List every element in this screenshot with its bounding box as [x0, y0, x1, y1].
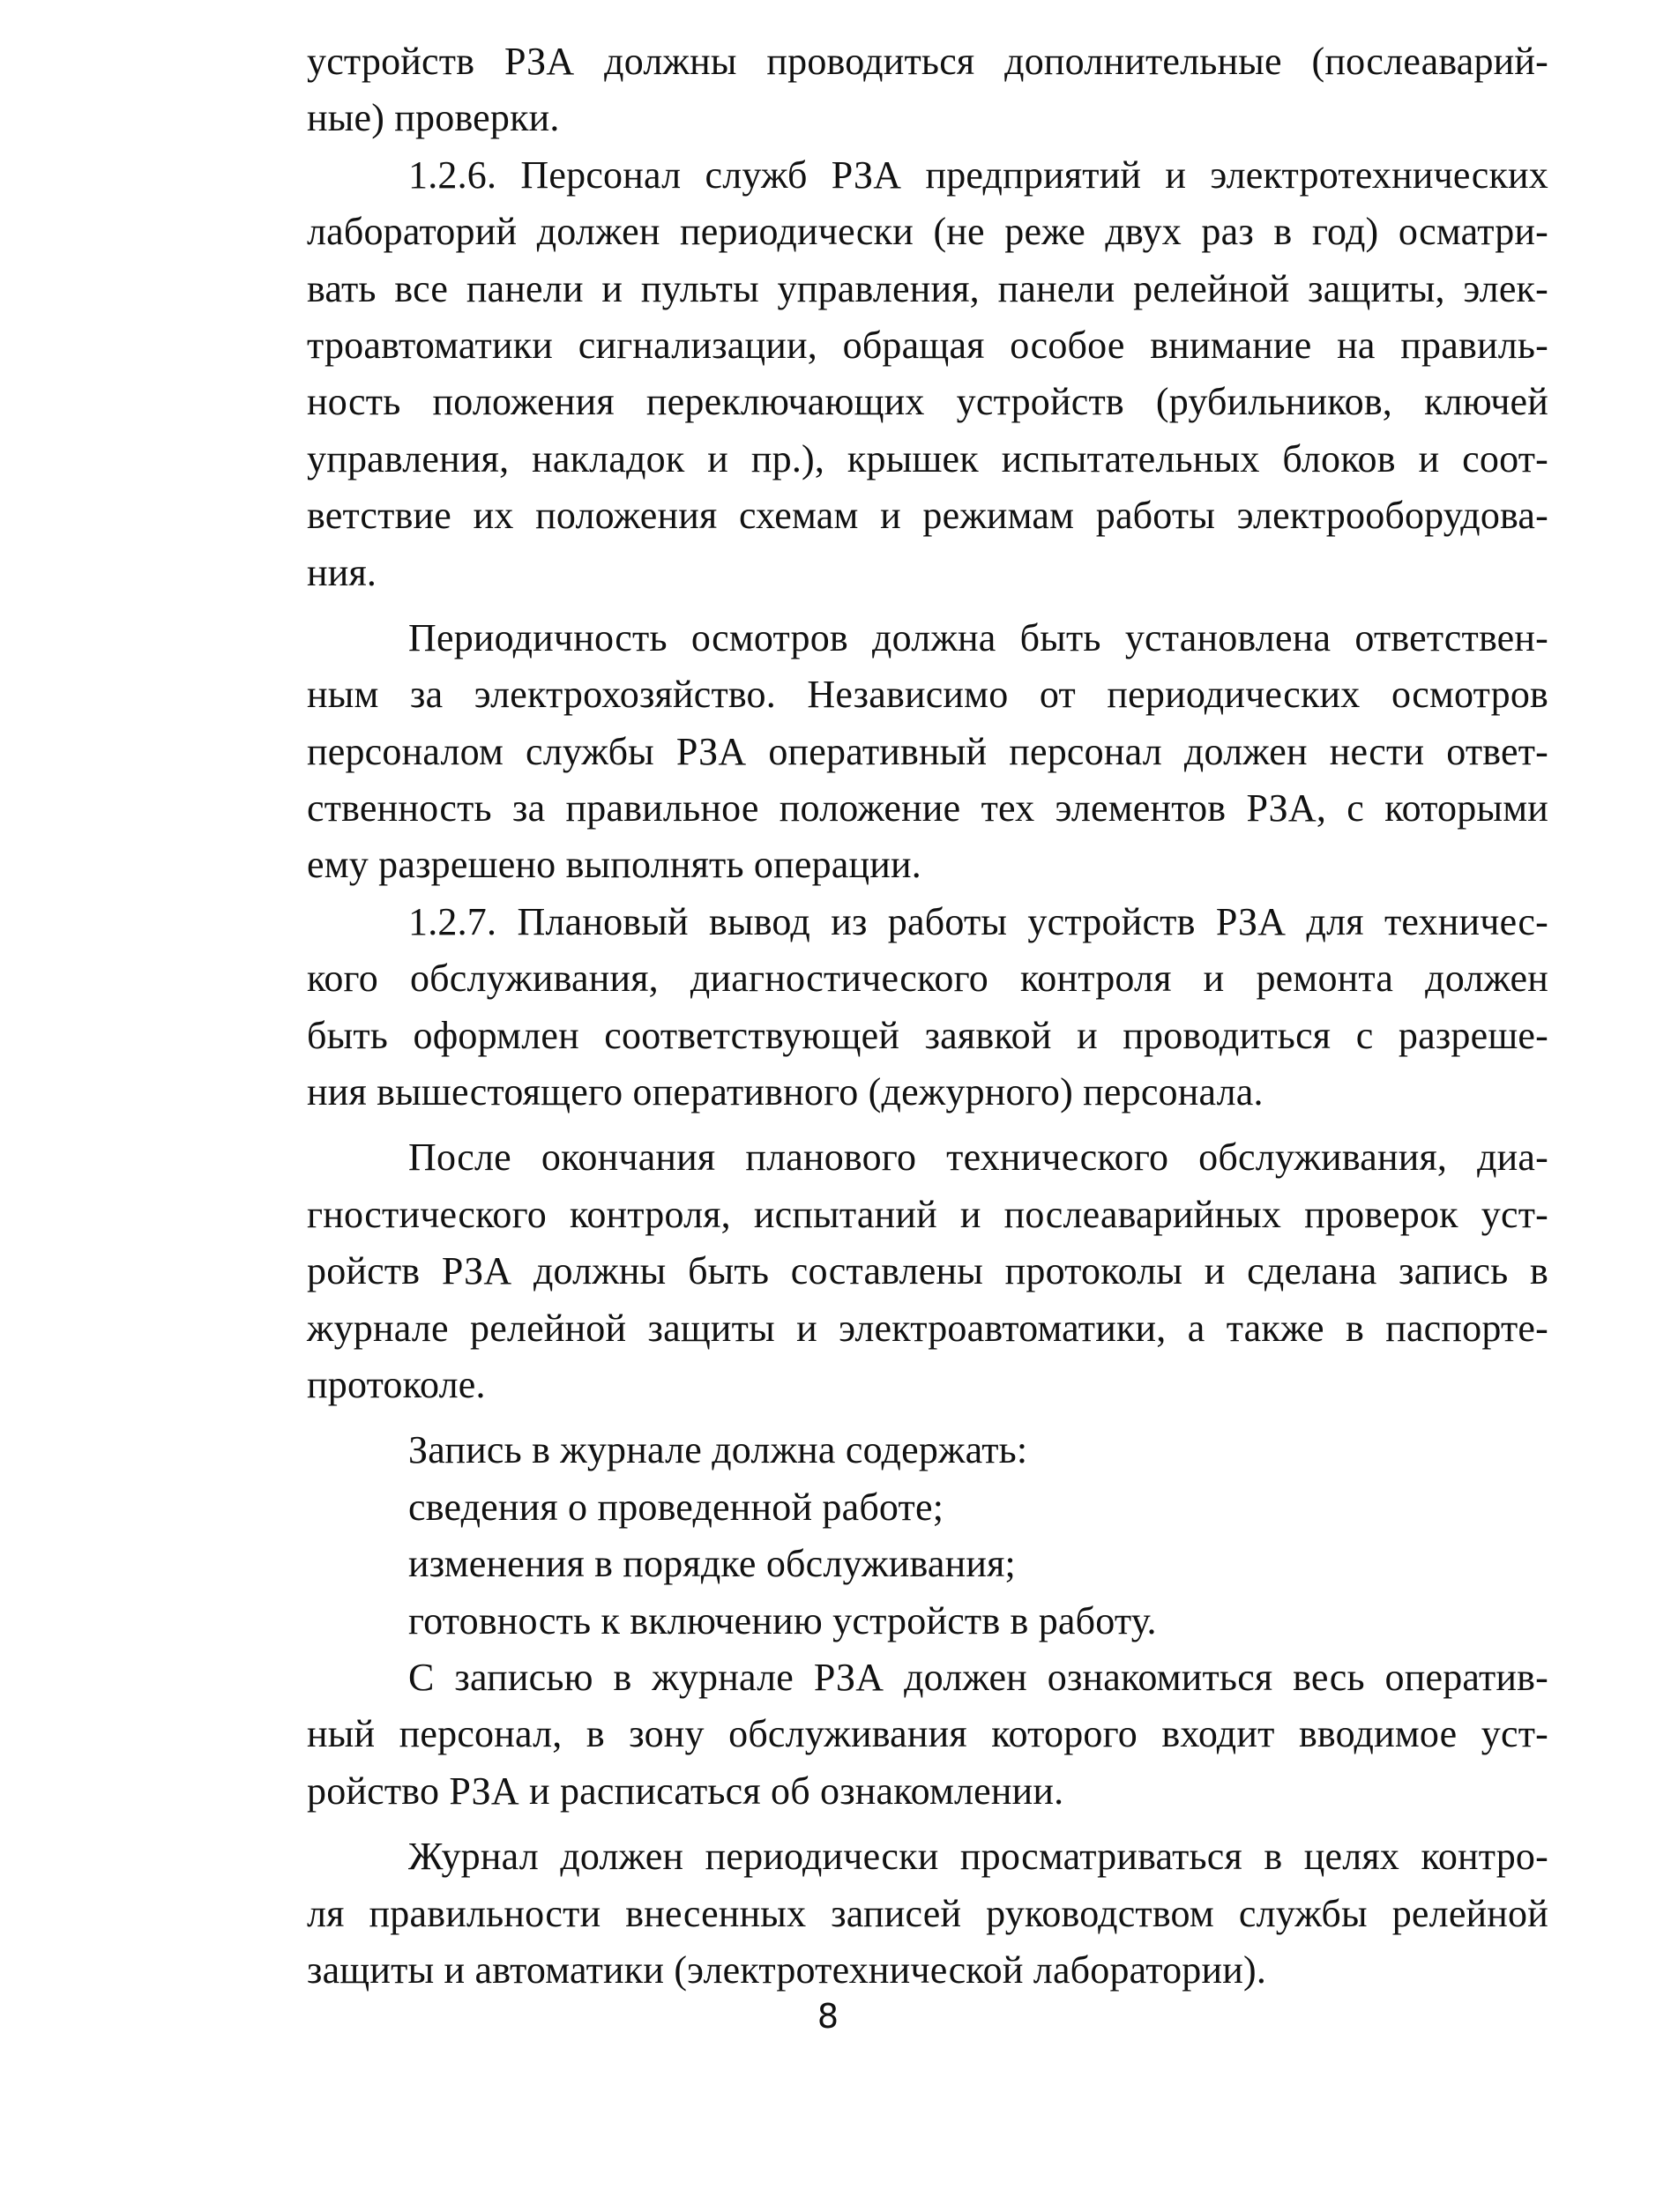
text-line: ные) проверки.: [307, 96, 560, 140]
text-line: быть оформлен соответствующей заявкой и проводиться с разреше-: [307, 1013, 1548, 1057]
text-line: 1.2.7. Плановый вывод из работы устройств РЗА для техничес-: [408, 899, 1548, 943]
page-body: [307, 34, 1548, 1999]
text-line: ветствие их положения схемам и режимам работы электрооборудова-: [307, 494, 1548, 538]
text-line: С записью в журнале РЗА должен ознакомиться весь оператив-: [408, 1655, 1548, 1699]
text-line: ния вышестоящего оперативного (дежурного) персонала.: [307, 1070, 1264, 1114]
text-line: защиты и автоматики (электротехнической лаборатории).: [307, 1948, 1267, 1992]
text-line: Периодичность осмотров должна быть установлена ответствен-: [408, 615, 1548, 659]
text-lines: [307, 34, 1548, 1999]
text-line: ему разрешено выполнять операции.: [307, 843, 921, 887]
text-line: ным за электрохозяйство. Независимо от периодических осмотров: [307, 673, 1548, 717]
text-line: ность положения переключающих устройств (рубильников, ключей: [307, 380, 1548, 424]
text-line: сведения о проведенной работе;: [408, 1485, 944, 1529]
text-line: троавтоматики сигнализации, обращая особое внимание на правиль-: [307, 323, 1548, 367]
text-line: ственность за правильное положение тех элементов РЗА, с которыми: [307, 786, 1548, 830]
text-line: изменения в порядке обслуживания;: [408, 1542, 1016, 1586]
text-line: устройств РЗА должны проводиться дополнительные (послеаварий-: [307, 40, 1548, 83]
text-line: персоналом службы РЗА оперативный персонал должен нести ответ-: [307, 729, 1548, 773]
text-line: вать все панели и пульты управления, панели релейной защиты, элек-: [307, 266, 1548, 310]
page-number: 8: [817, 1997, 839, 2036]
text-line: Журнал должен периодически просматриваться в целях контро-: [408, 1835, 1548, 1879]
text-line: После окончания планового технического обслуживания, диа-: [408, 1136, 1548, 1180]
text-line: Запись в журнале должна содержать:: [408, 1428, 1028, 1472]
paragraph-gap: [307, 1413, 1548, 1422]
text-line: гностического контроля, испытаний и послеаварийных проверок уст-: [307, 1192, 1548, 1236]
text-line: кого обслуживания, диагностического контроля и ремонта должен: [307, 957, 1548, 1001]
paragraph-gap: [307, 601, 1548, 610]
text-line: журнале релейной защиты и электроавтоматики, а также в паспорте-: [307, 1306, 1548, 1350]
paragraph-gap: [307, 1121, 1548, 1129]
text-line: 1.2.6. Персонал служб РЗА предприятий и электротехнических: [408, 153, 1548, 197]
text-line: ный персонал, в зону обслуживания которого входит вводимое уст-: [307, 1712, 1548, 1756]
text-line: готовность к включению устройств в работу.: [408, 1598, 1157, 1642]
text-line: лабораторий должен периодически (не реже двух раз в год) осматри-: [307, 210, 1548, 254]
paragraph-gap: [307, 1820, 1548, 1828]
text-line: управления, накладок и пр.), крышек испытательных блоков и соот-: [307, 436, 1548, 480]
text-line: ля правильности внесенных записей руководством службы релейной: [307, 1891, 1548, 1935]
text-line: ния.: [307, 550, 377, 594]
text-line: ройство РЗА и расписаться об ознакомлении.: [307, 1769, 1064, 1813]
text-line: ройств РЗА должны быть составлены протоколы и сделана запись в: [307, 1249, 1548, 1293]
text-line: протоколе.: [307, 1362, 486, 1406]
